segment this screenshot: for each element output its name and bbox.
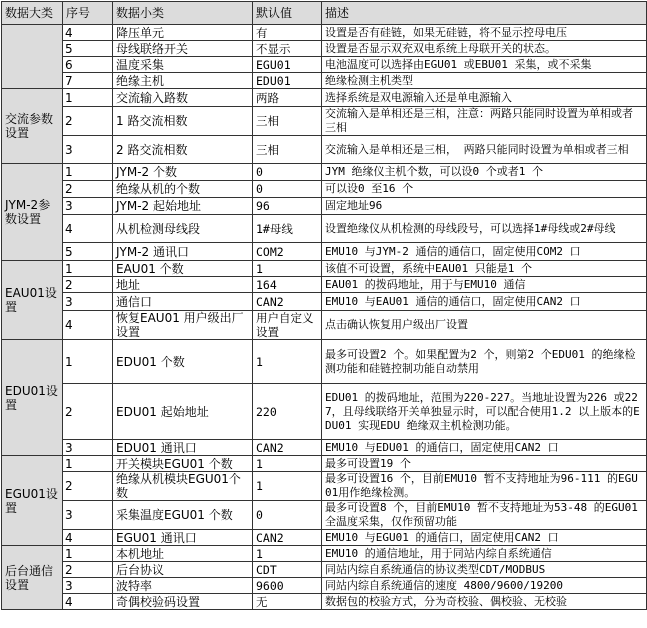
subcategory-cell: 2 路交流相数 bbox=[113, 136, 253, 164]
default-value-cell: EDU01 bbox=[253, 73, 322, 89]
number-cell: 2 bbox=[63, 384, 113, 440]
subcategory-cell: 母线联络开关 bbox=[113, 41, 253, 57]
subcategory-cell: EDU01 起始地址 bbox=[113, 384, 253, 440]
default-value-cell: CAN2 bbox=[253, 293, 322, 311]
default-value-cell: 0 bbox=[253, 164, 322, 181]
category-cell: 交流参数设置 bbox=[2, 89, 63, 164]
description-cell: 数据包的校验方式，分为奇校验、偶校验、无校验 bbox=[322, 594, 647, 610]
table-body bbox=[2, 25, 647, 610]
table-row bbox=[2, 261, 647, 277]
number-cell: 2 bbox=[63, 107, 113, 136]
table-row bbox=[2, 73, 647, 89]
subcategory-cell: JYM-2 个数 bbox=[113, 164, 253, 181]
description-cell: 设置是否有硅链，如果无硅链，将不显示控母电压 bbox=[322, 25, 647, 41]
default-value-cell: 1 bbox=[253, 472, 322, 501]
description-cell: 电池温度可以选择由EGU01 或EBU01 采集，或不采集 bbox=[322, 57, 647, 73]
category-cell: 后台通信设置 bbox=[2, 546, 63, 610]
table-row bbox=[2, 243, 647, 261]
table-row bbox=[2, 136, 647, 164]
description-cell: 可以设0 至16 个 bbox=[322, 181, 647, 198]
description-cell: EMU10 与JYM-2 通信的通信口，固定使用COM2 口 bbox=[322, 243, 647, 261]
number-cell: 5 bbox=[63, 243, 113, 261]
number-cell: 3 bbox=[63, 578, 113, 594]
number-cell: 2 bbox=[63, 472, 113, 501]
table-row bbox=[2, 57, 647, 73]
default-value-cell: COM2 bbox=[253, 243, 322, 261]
default-value-cell: CDT bbox=[253, 562, 322, 578]
default-value-cell: CAN2 bbox=[253, 440, 322, 456]
subcategory-cell: EDU01 个数 bbox=[113, 340, 253, 384]
subcategory-cell: 绝缘主机 bbox=[113, 73, 253, 89]
subcategory-cell: 温度采集 bbox=[113, 57, 253, 73]
description-cell: EMU10 与EAU01 通信的通信口，固定使用CAN2 口 bbox=[322, 293, 647, 311]
subcategory-cell: 交流输入路数 bbox=[113, 89, 253, 107]
number-cell: 2 bbox=[63, 562, 113, 578]
subcategory-cell: 开关模块EGU01 个数 bbox=[113, 456, 253, 472]
number-cell: 1 bbox=[63, 89, 113, 107]
description-cell: EMU10 的通信地址，用于同站内综自系统通信 bbox=[322, 546, 647, 562]
subcategory-cell: JYM-2 起始地址 bbox=[113, 198, 253, 215]
default-value-cell: 不显示 bbox=[253, 41, 322, 57]
description-cell: 同站内综自系统通信的协议类型CDT/MODBUS bbox=[322, 562, 647, 578]
table-row bbox=[2, 293, 647, 311]
table-row bbox=[2, 311, 647, 340]
header-row bbox=[2, 2, 647, 25]
category-cell: EDU01设置 bbox=[2, 340, 63, 456]
default-value-cell: 1 bbox=[253, 261, 322, 277]
table-row bbox=[2, 277, 647, 293]
number-cell: 3 bbox=[63, 293, 113, 311]
category-cell: EGU01设置 bbox=[2, 456, 63, 546]
number-cell: 6 bbox=[63, 57, 113, 73]
description-cell: 交流输入是单相还是三相，注意：两路只能同时设置为单相或者三相 bbox=[322, 107, 647, 136]
default-value-cell: 0 bbox=[253, 181, 322, 198]
default-value-cell: CAN2 bbox=[253, 530, 322, 546]
default-value-cell: 164 bbox=[253, 277, 322, 293]
subcategory-cell: 本机地址 bbox=[113, 546, 253, 562]
number-cell: 2 bbox=[63, 181, 113, 198]
number-cell: 1 bbox=[63, 546, 113, 562]
subcategory-cell: 1 路交流相数 bbox=[113, 107, 253, 136]
table-row bbox=[2, 107, 647, 136]
category-cell: JYM-2参数设置 bbox=[2, 164, 63, 261]
default-value-cell: 三相 bbox=[253, 107, 322, 136]
table-row bbox=[2, 501, 647, 530]
header-number: 序号 bbox=[63, 2, 113, 25]
table-row bbox=[2, 546, 647, 562]
table-row bbox=[2, 472, 647, 501]
default-value-cell: EGU01 bbox=[253, 57, 322, 73]
number-cell: 4 bbox=[63, 215, 113, 243]
description-cell: 固定地址96 bbox=[322, 198, 647, 215]
number-cell: 3 bbox=[63, 440, 113, 456]
description-cell: JYM 绝缘仪主机个数，可以设0 个或者1 个 bbox=[322, 164, 647, 181]
description-cell: 交流输入是单相还是三相， 两路只能同时设置为单相或者三相 bbox=[322, 136, 647, 164]
table-row bbox=[2, 198, 647, 215]
subcategory-cell: 绝缘从机的个数 bbox=[113, 181, 253, 198]
number-cell: 3 bbox=[63, 136, 113, 164]
subcategory-cell: 采集温度EGU01 个数 bbox=[113, 501, 253, 530]
parameter-table bbox=[1, 1, 647, 610]
table-row bbox=[2, 578, 647, 594]
number-cell: 5 bbox=[63, 41, 113, 57]
number-cell: 1 bbox=[63, 456, 113, 472]
table-row bbox=[2, 25, 647, 41]
table-row bbox=[2, 384, 647, 440]
description-cell: EAU01 的拨码地址，用于与EMU10 通信 bbox=[322, 277, 647, 293]
subcategory-cell: 降压单元 bbox=[113, 25, 253, 41]
default-value-cell: 0 bbox=[253, 501, 322, 530]
description-cell: 设置是否显示双充双电系统上母联开关的状态。 bbox=[322, 41, 647, 57]
description-cell: 点击确认恢复用户级出厂设置 bbox=[322, 311, 647, 340]
category-cell: EAU01设置 bbox=[2, 261, 63, 340]
table-row bbox=[2, 89, 647, 107]
subcategory-cell: JYM-2 通讯口 bbox=[113, 243, 253, 261]
number-cell: 4 bbox=[63, 530, 113, 546]
default-value-cell: 有 bbox=[253, 25, 322, 41]
table-row bbox=[2, 562, 647, 578]
default-value-cell: 1 bbox=[253, 456, 322, 472]
subcategory-cell: 恢复EAU01 用户级出厂设置 bbox=[113, 311, 253, 340]
number-cell: 1 bbox=[63, 261, 113, 277]
description-cell: 同站内综自系统通信的速度 4800/9600/19200 bbox=[322, 578, 647, 594]
header-subcategory: 数据小类 bbox=[113, 2, 253, 25]
number-cell: 1 bbox=[63, 164, 113, 181]
table-row bbox=[2, 215, 647, 243]
table-row bbox=[2, 456, 647, 472]
table-row bbox=[2, 340, 647, 384]
number-cell: 3 bbox=[63, 501, 113, 530]
number-cell: 7 bbox=[63, 73, 113, 89]
default-value-cell: 用户自定义设置 bbox=[253, 311, 322, 340]
default-value-cell: 1#母线 bbox=[253, 215, 322, 243]
subcategory-cell: 奇偶校验码设置 bbox=[113, 594, 253, 610]
default-value-cell: 1 bbox=[253, 546, 322, 562]
description-cell: 选择系统是双电源输入还是单电源输入 bbox=[322, 89, 647, 107]
description-cell: 最多可设置8 个，目前EMU10 暂不支持地址为53-48 的EGU01 全温度采集，仅作预留功能 bbox=[322, 501, 647, 530]
description-cell: 设置绝缘仪从机检测的母线段号，可以选择1#母线或2#母线 bbox=[322, 215, 647, 243]
table-row bbox=[2, 164, 647, 181]
subcategory-cell: EDU01 通讯口 bbox=[113, 440, 253, 456]
default-value-cell: 220 bbox=[253, 384, 322, 440]
table-row bbox=[2, 594, 647, 610]
description-cell: 最多可设置19 个 bbox=[322, 456, 647, 472]
table-row bbox=[2, 440, 647, 456]
subcategory-cell: 后台协议 bbox=[113, 562, 253, 578]
default-value-cell: 96 bbox=[253, 198, 322, 215]
subcategory-cell: 绝缘从机模块EGU01个数 bbox=[113, 472, 253, 501]
table-row bbox=[2, 181, 647, 198]
default-value-cell: 两路 bbox=[253, 89, 322, 107]
default-value-cell: 1 bbox=[253, 340, 322, 384]
subcategory-cell: 通信口 bbox=[113, 293, 253, 311]
description-cell: EMU10 与EDU01 的通信口，固定使用CAN2 口 bbox=[322, 440, 647, 456]
header-default: 默认值 bbox=[253, 2, 322, 25]
default-value-cell: 三相 bbox=[253, 136, 322, 164]
description-cell: 最多可设置2 个。如果配置为2 个，则第2 个EDU01 的绝缘检测功能和硅链控制功能自动禁用 bbox=[322, 340, 647, 384]
subcategory-cell: EGU01 通讯口 bbox=[113, 530, 253, 546]
number-cell: 1 bbox=[63, 340, 113, 384]
subcategory-cell: 波特率 bbox=[113, 578, 253, 594]
table-row bbox=[2, 41, 647, 57]
default-value-cell: 9600 bbox=[253, 578, 322, 594]
description-cell: EDU01 的拨码地址，范围为220-227。当地址设置为226 或227，且母线联络开关单独显示时，可以配合使用1.2 以上版本的EDU01 实现EDU 绝缘双主机检测功能。 bbox=[322, 384, 647, 440]
subcategory-cell: EAU01 个数 bbox=[113, 261, 253, 277]
description-cell: 该值不可设置，系统中EAU01 只能是1 个 bbox=[322, 261, 647, 277]
number-cell: 3 bbox=[63, 198, 113, 215]
table-row bbox=[2, 530, 647, 546]
description-cell: 最多可设置16 个，目前EMU10 暂不支持地址为96-111 的EGU01用作绝缘检测。 bbox=[322, 472, 647, 501]
number-cell: 4 bbox=[63, 25, 113, 41]
number-cell: 4 bbox=[63, 311, 113, 340]
description-cell: 绝缘检测主机类型 bbox=[322, 73, 647, 89]
category-cell bbox=[2, 25, 63, 89]
number-cell: 2 bbox=[63, 277, 113, 293]
header-description: 描述 bbox=[322, 2, 647, 25]
default-value-cell: 无 bbox=[253, 594, 322, 610]
header-category: 数据大类 bbox=[2, 2, 63, 25]
subcategory-cell: 从机检测母线段 bbox=[113, 215, 253, 243]
description-cell: EMU10 与EGU01 的通信口，固定使用CAN2 口 bbox=[322, 530, 647, 546]
subcategory-cell: 地址 bbox=[113, 277, 253, 293]
number-cell: 4 bbox=[63, 594, 113, 610]
